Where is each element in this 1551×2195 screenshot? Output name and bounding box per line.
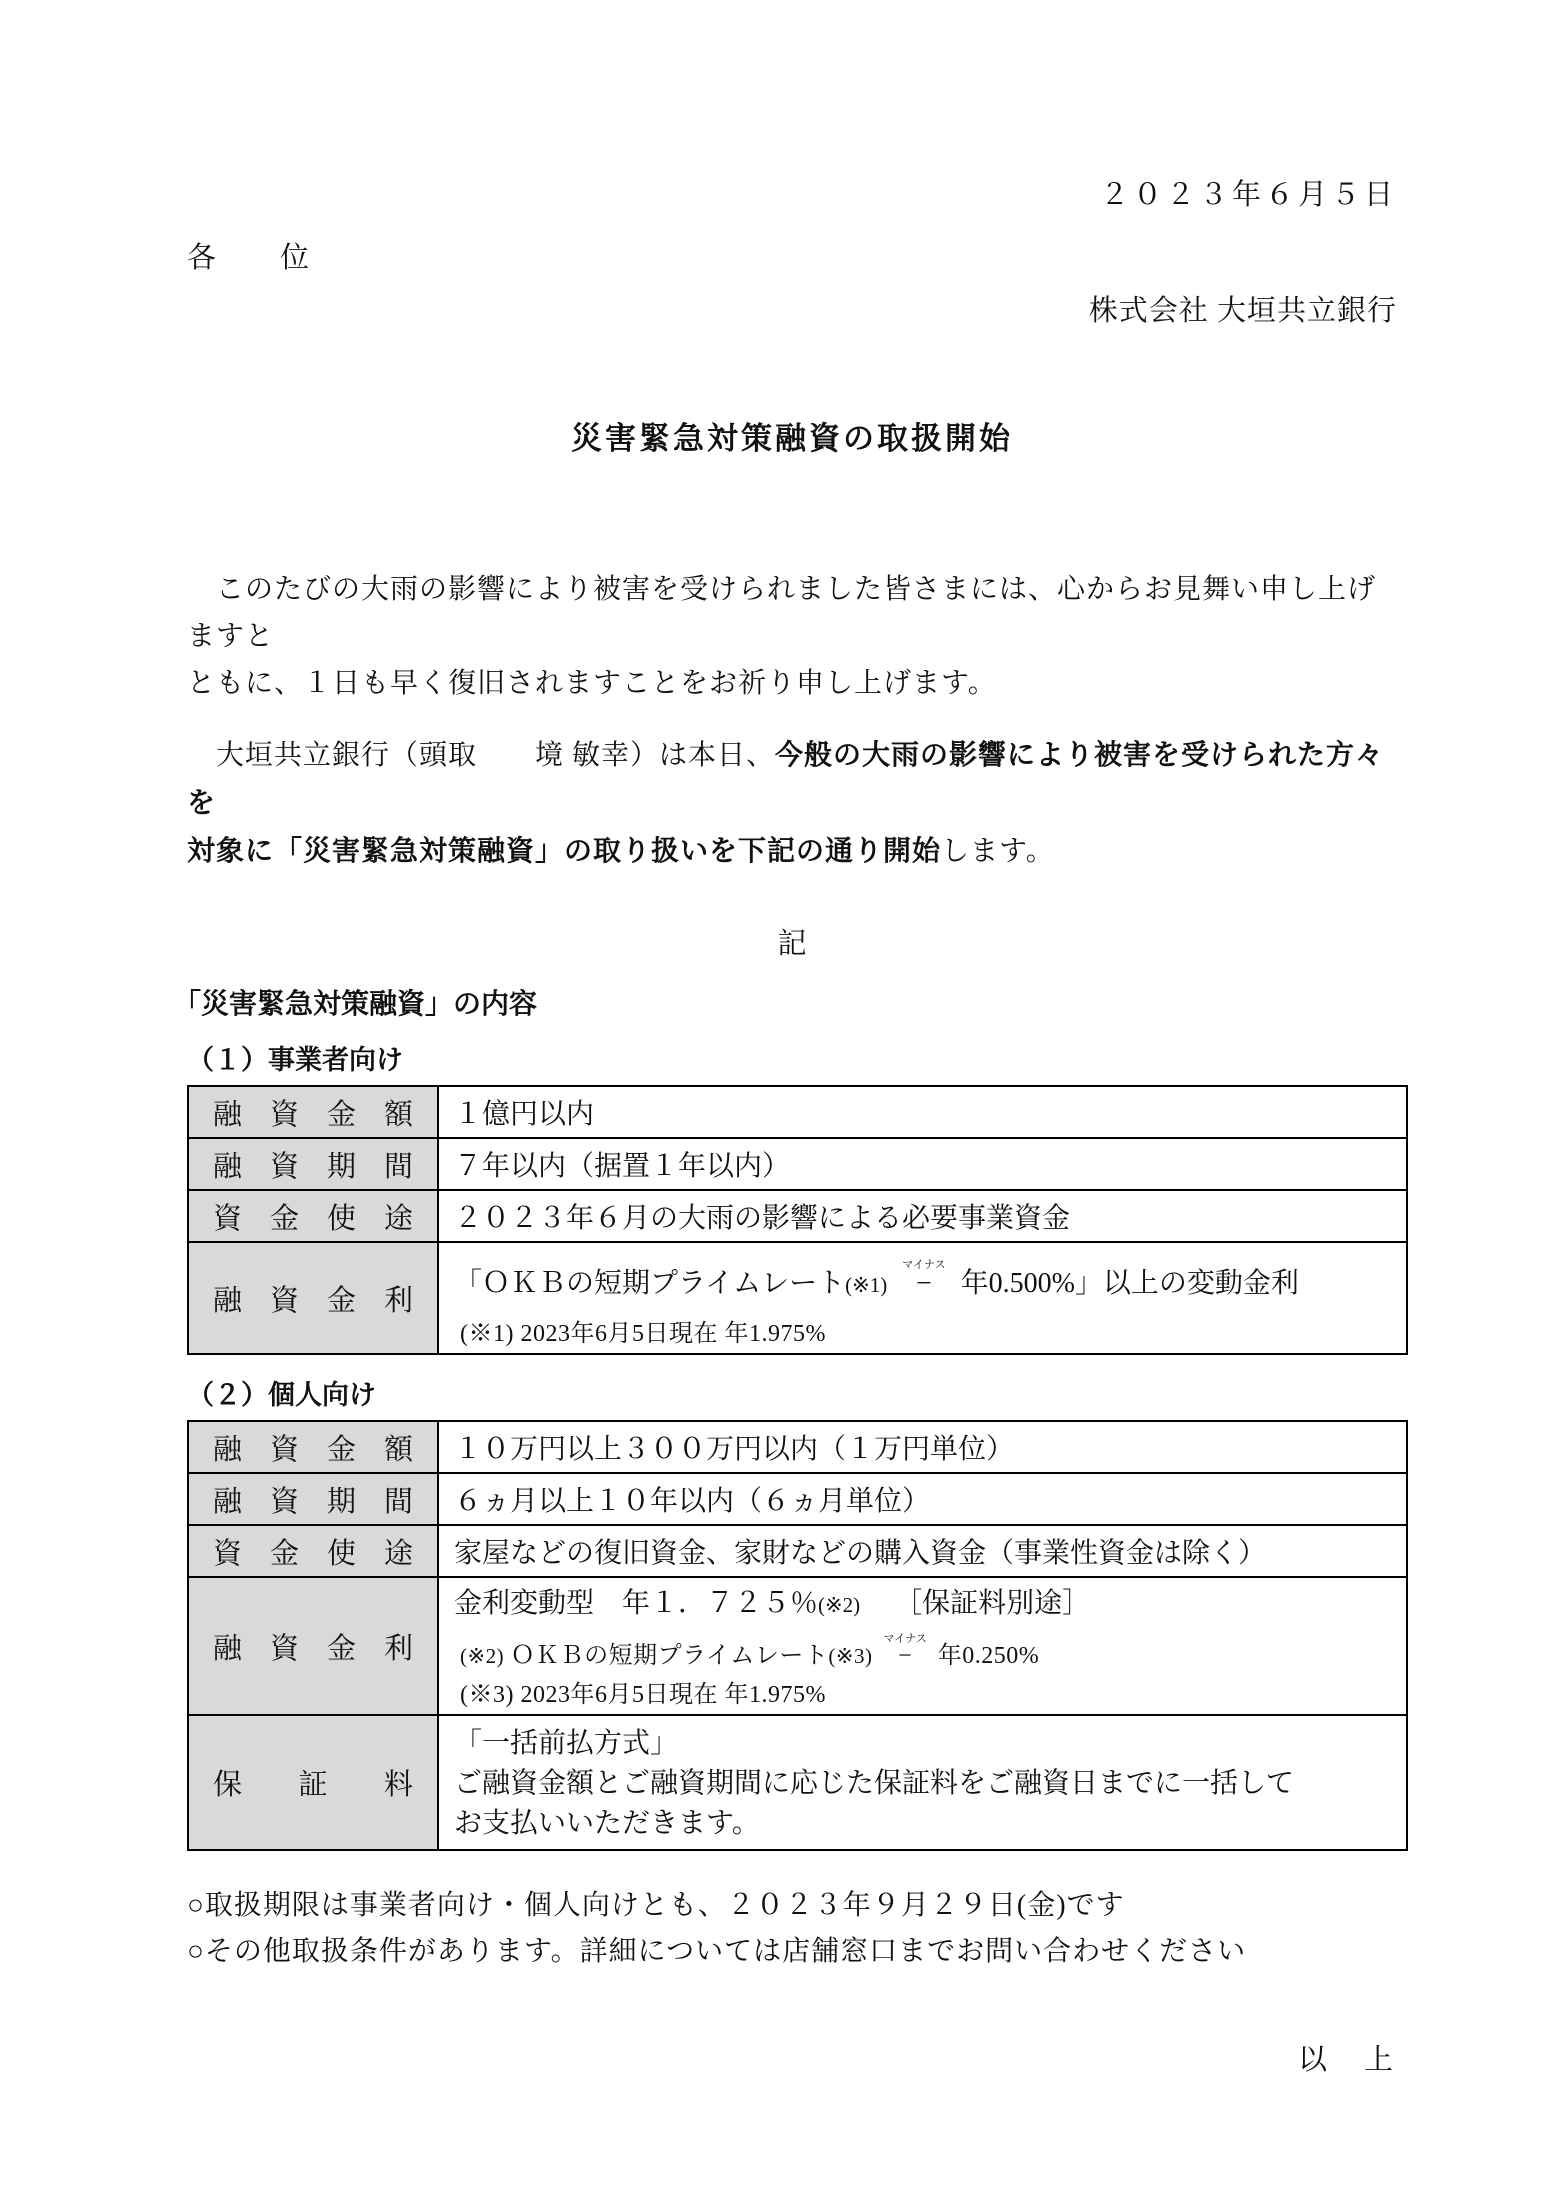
salutation: 各 位 — [187, 242, 312, 274]
table-row — [188, 1715, 1407, 1850]
table-row — [188, 1086, 1407, 1138]
table-row — [188, 1138, 1407, 1190]
row-label-interest-rate: 融資金利 — [188, 1242, 438, 1354]
row-value-loan-period: ６ヵ月以上１０年以内（６ヵ月単位） — [438, 1473, 1407, 1525]
rate-formula-line — [454, 1259, 1391, 1303]
row-label-guarantee-fee: 保証料 — [188, 1715, 438, 1850]
footer-notes — [187, 1883, 1397, 1975]
doc-date: ２０２３年６月５日 — [1099, 179, 1397, 211]
subsection-business: （１）事業者向け — [187, 1045, 403, 1075]
company-name: 株式会社 大垣共立銀行 — [1088, 295, 1397, 327]
announcement-normal-1: 大垣共立銀行（頭取 境 敏幸）は本日、 — [187, 740, 776, 771]
row-label-fund-use: 資金使途 — [188, 1190, 438, 1242]
minus-with-ruby — [883, 1633, 927, 1669]
minus-with-ruby — [902, 1259, 946, 1299]
paragraph-greeting — [187, 566, 1397, 707]
table-row — [188, 1421, 1407, 1473]
rate-text: 金利変動型 年１．７２５％ — [454, 1588, 819, 1619]
row-label-loan-period: 融資期間 — [188, 1138, 438, 1190]
row-label-loan-period: 融資期間 — [188, 1473, 438, 1525]
personal-loan-table — [187, 1420, 1408, 1851]
row-value-loan-period: ７年以内（据置１年以内） — [438, 1138, 1407, 1190]
announcement-bold-2: 対象に「災害緊急対策融資」の取り扱いを下記の通り開始 — [187, 835, 942, 866]
footer-note-conditions: ○その他取扱条件があります。詳細については店舗窓口までお問い合わせください — [187, 1936, 1247, 1967]
page-title: 災害緊急対策融資の取扱開始 — [571, 421, 1013, 456]
table-row — [188, 1242, 1407, 1354]
row-value-fund-use: 家屋などの復旧資金、家財などの購入資金（事業性資金は除く） — [438, 1525, 1407, 1577]
rate-footnote-line: (※1) 2023年6月5日現在 年1.975% — [460, 1321, 826, 1347]
paragraph-announcement-line-1 — [187, 731, 1397, 827]
paragraph-greeting-line-2: ともに、１日も早く復旧されますことをお祈り申し上げます。 — [187, 668, 997, 699]
paragraph-announcement — [187, 731, 1397, 875]
rate-text: 年0.500%」以上の変動金利 — [960, 1268, 1299, 1299]
minus-ruby-text: マイナス — [883, 1633, 927, 1645]
footnote-ref: (※2) — [818, 1593, 861, 1617]
row-value-fund-use: ２０２３年６月の大雨の影響による必要事業資金 — [438, 1190, 1407, 1242]
paragraph-greeting-line-1: このたびの大雨の影響により被害を受けられました皆さまには、心からお見舞い申し上げますと — [187, 574, 1377, 652]
paragraph-announcement-line-2 — [187, 827, 1397, 875]
table-row — [188, 1473, 1407, 1525]
guarantee-note: ［保証料別途］ — [894, 1588, 1091, 1619]
row-label-loan-amount: 融資金額 — [188, 1421, 438, 1473]
business-loan-table — [187, 1085, 1408, 1355]
row-value-interest-rate — [438, 1242, 1407, 1354]
footer-note-deadline: ○取扱期限は事業者向け・個人向けとも、２０２３年９月２９日(金)です — [187, 1890, 1125, 1921]
announcement-bold-1: 今般の大雨の影響により被害を受けられた方々を — [187, 739, 1385, 818]
guarantee-line-2: ご融資金額とご融資期間に応じた保証料をご融資日までに一括して — [454, 1768, 1295, 1799]
rate-text: 「ＯＫＢの短期プライムレート — [454, 1268, 846, 1299]
row-value-interest-rate — [438, 1577, 1407, 1715]
minus-sign: − — [902, 1268, 946, 1299]
rate-text: 年0.250% — [937, 1643, 1040, 1669]
row-label-interest-rate: 融資金利 — [188, 1577, 438, 1715]
minus-ruby-text: マイナス — [902, 1259, 946, 1271]
footnote-ref: (※3) — [828, 1644, 873, 1668]
announcement-normal-2: します。 — [941, 836, 1055, 867]
rate-text: ＯＫＢの短期プライムレート — [510, 1643, 829, 1669]
subsection-personal: （２）個人向け — [187, 1380, 376, 1410]
row-value-loan-amount: １億円以内 — [438, 1086, 1407, 1138]
rate-main-line — [454, 1586, 1391, 1623]
table-row — [188, 1525, 1407, 1577]
rate-footnote-line — [454, 1633, 1391, 1670]
record-mark: 記 — [777, 928, 807, 960]
row-value-guarantee-fee — [438, 1715, 1407, 1850]
footnote-ref: (※1) — [845, 1273, 888, 1297]
guarantee-line-3: お支払いいただきます。 — [454, 1808, 760, 1839]
footnote-ref: (※2) — [460, 1644, 505, 1668]
minus-sign: − — [883, 1643, 927, 1669]
row-value-loan-amount: １０万円以上３００万円以内（１万円単位） — [438, 1421, 1407, 1473]
closing-mark: 以 上 — [1297, 2044, 1397, 2076]
row-label-fund-use: 資金使途 — [188, 1525, 438, 1577]
section-heading: 「災害緊急対策融資」の内容 — [173, 988, 538, 1019]
table-row — [188, 1190, 1407, 1242]
row-label-loan-amount: 融資金額 — [188, 1086, 438, 1138]
table-row — [188, 1577, 1407, 1715]
rate-footnote-line: (※3) 2023年6月5日現在 年1.975% — [460, 1682, 826, 1708]
guarantee-line-1: 「一括前払方式」 — [454, 1728, 679, 1759]
